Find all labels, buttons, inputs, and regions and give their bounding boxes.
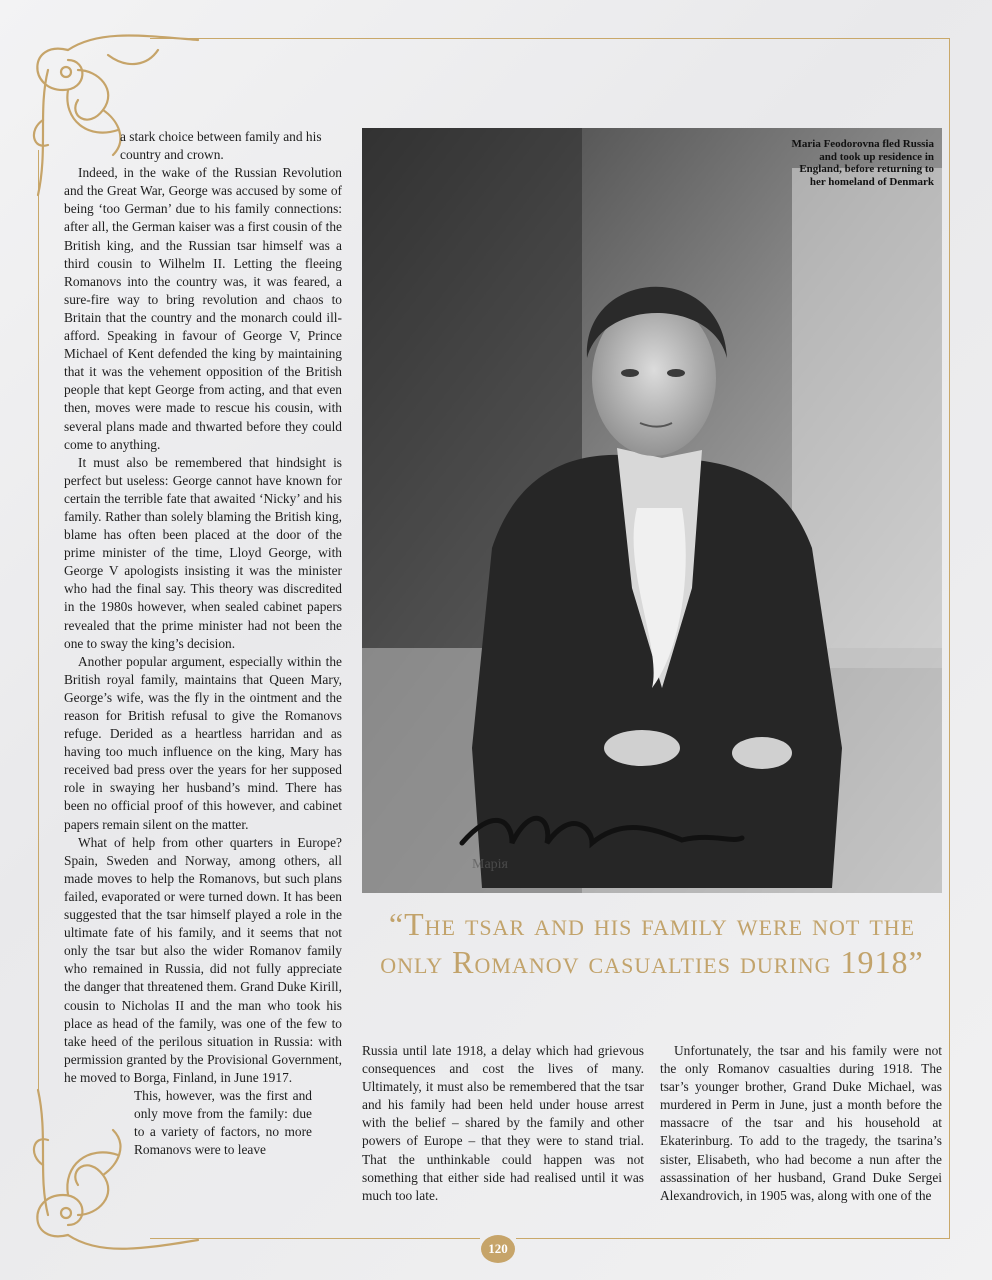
frame-top-line [150, 38, 950, 39]
paragraph: Unfortunately, the tsar and his family were not the only Romanov casualties during 1918. The tsar’s younger brother, Grand Duke Michael, was murdered in Perm in June, just a month before the massacre of the tsar and his household at Ekaterinburg. To add to the tragedy, the tsarina’s sister, Elisabeth, who had become a nun after the assassination of her husband, Grand Duke Sergei Alexandrovich, in 1905 was, along with one of the [660, 1043, 942, 1203]
paragraph: Russia until late 1918, a delay which had grievous consequences and cost the lives of many. Ultimately, it must also be remembered that the tsar and his family had been held under house arrest with the belief – shared by the family and other powers of Europe – that they were to stand trial. That the unthinkable could happen was not something that either side had realised until it was much too late. [362, 1043, 644, 1203]
portrait-photo [362, 128, 942, 893]
paragraph: This, however, was the first and only move from the family: due to a variety of factors, no more Romanovs were to leave [134, 1087, 312, 1158]
paragraph: It must also be remembered that hindsight is perfect but useless: George cannot have known for certain the terrible fate that awaited ‘Nicky’ and his family. Rather than solely blaming the British king, blame has often been placed at the door of the prime minister of the time, Lloyd George, with George V apologists insisting it was the minister who had the final say. This theory was discredited in the 1980s however, when sealed cabinet papers revealed that the prime minister had not been the one to sway the king’s decision. [64, 454, 342, 651]
middle-column [362, 1042, 644, 1205]
left-column [64, 128, 342, 1159]
frame-left-line [38, 150, 39, 1090]
pull-quote: “The tsar and his family were not the only Romanov casualties during 1918” [380, 906, 924, 980]
paragraph: Another popular argument, especially within the British royal family, maintains that Queen Mary, George’s wife, was the fly in the ointment and the reason for British refusal to give the Romanovs refuge. Derided as a heartless harridan and as having too much influence on the king, Mary has received bad press over the years for her supposed role in swaying her husband’s mind. There has been no official proof of this however, and cabinet papers remain silent on the matter. [64, 653, 342, 832]
paragraph: What of help from other quarters in Europe? Spain, Sweden and Norway, among others, all made moves to help the Romanovs, but such plans failed, evaporated or were turned down. It has been suggested that the tsar himself played a role in the ultimate fate of his family, and it seems that not only the tsar but also the wider Romanov family who remained in Russia, did not fully appreciate the danger that threatened them. Grand Duke Kirill, cousin to Nicholas II and the man who took his place as head of the family, was one of the few to take heed of the perilous situation in Russia: with permission granted by the Provisional Government, he moved to Borga, Finland, in June 1917. [64, 834, 342, 1085]
photo-caption: Maria Feodorovna fled Russia and took up residence in England, before returning to her homeland of Denmark [791, 138, 934, 188]
page-number: 120 [481, 1235, 515, 1263]
portrait-image [362, 128, 942, 893]
signature: Марія [472, 857, 508, 872]
frame-bottom-line-right [516, 1238, 950, 1239]
paragraph: Indeed, in the wake of the Russian Revolution and the Great War, George was accused by some of being ‘too German’ due to his family connections: after all, the German kaiser was a first cousin of the British king, and the Russian tsar himself was a third cousin to Wilhelm II. Letting the fleeing Romanovs into the country was, it was feared, a sure-fire way to bring revolution and chaos to Britain that the country and the monarch could ill-afford. Speaking in favour of George V, Prince Michael of Kent defended the king by maintaining that it was the vehement opposition of the British people that kept George from acting, and that even then, moves were made to rescue his cousin, with several plans made and thwarted before they could come to anything. [64, 165, 342, 452]
paragraph: a stark choice between family and his country and crown. [120, 129, 322, 163]
right-column [660, 1042, 942, 1205]
frame-right-line [949, 38, 950, 1238]
